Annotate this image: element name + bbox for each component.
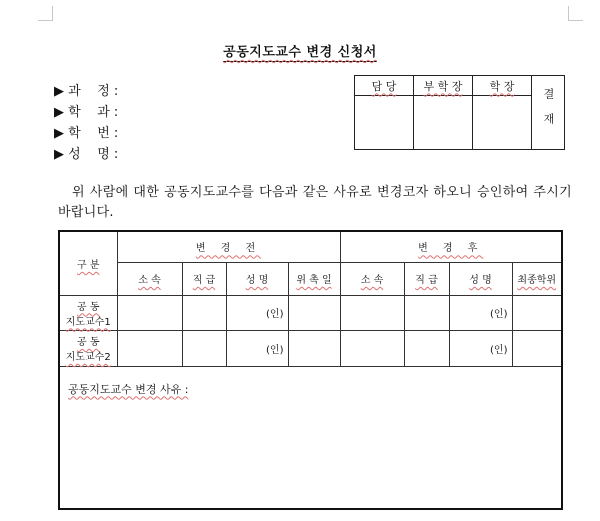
approval-sign-staff[interactable] <box>355 96 414 150</box>
approval-box <box>354 75 565 150</box>
cell-after-final-degree[interactable] <box>512 330 562 366</box>
before-col-name: 성 명 <box>226 262 288 295</box>
request-paragraph: 위 사람에 대한 공동지도교수를 다음과 같은 사유로 변경코자 하오니 승인하여 주시기 바랍니다. <box>58 185 572 220</box>
applicant-info <box>54 81 118 165</box>
approval-header-dean: 학 장 <box>473 76 532 96</box>
change-reason-field[interactable]: 공동지도교수 변경 사유 : <box>59 366 562 509</box>
cell-before-appointment-date[interactable] <box>288 295 340 330</box>
after-col-name: 성 명 <box>449 262 512 295</box>
table-row <box>59 295 562 330</box>
cell-before-appointment-date[interactable] <box>288 330 340 366</box>
info-field-name[interactable]: ▶ 성 명 : <box>54 147 119 162</box>
cell-before-affiliation[interactable] <box>117 330 182 366</box>
cell-after-affiliation[interactable] <box>340 295 404 330</box>
cell-before-rank[interactable] <box>182 330 226 366</box>
before-col-appointment-date: 위 촉 일 <box>288 262 340 295</box>
info-field-department[interactable]: ▶ 학 과 : <box>54 105 119 120</box>
approval-header-staff: 담 당 <box>355 76 414 96</box>
cell-after-name-seal[interactable]: (인) <box>449 295 512 330</box>
after-change-header: 변 경 후 <box>340 231 562 262</box>
before-col-rank: 직 급 <box>182 262 226 295</box>
cell-after-rank[interactable] <box>404 295 449 330</box>
cell-after-name-seal[interactable]: (인) <box>449 330 512 366</box>
info-field-course[interactable]: ▶ 과 정 : <box>54 84 119 99</box>
cell-after-affiliation[interactable] <box>340 330 404 366</box>
before-change-header: 변 경 전 <box>117 231 340 262</box>
page-corner-mark-left <box>38 6 53 21</box>
cell-before-rank[interactable] <box>182 295 226 330</box>
row-label: 공 동 지도교수1 <box>59 295 117 330</box>
approval-sign-dean[interactable] <box>473 96 532 150</box>
cell-before-name-seal[interactable]: (인) <box>226 330 288 366</box>
approval-side-label: 결재 <box>532 76 565 150</box>
document-title: 공동지도교수 변경 신청서 <box>223 45 377 60</box>
after-col-final-degree: 최종학위 <box>512 262 562 295</box>
after-col-affiliation: 소 속 <box>340 262 404 295</box>
table-row <box>59 330 562 366</box>
column-group-label: 구 분 <box>59 231 117 295</box>
page-corner-mark-right <box>568 6 583 21</box>
cell-before-affiliation[interactable] <box>117 295 182 330</box>
before-col-affiliation: 소 속 <box>117 262 182 295</box>
approval-sign-vice-dean[interactable] <box>414 96 473 150</box>
info-field-student-id[interactable]: ▶ 학 번 : <box>54 126 119 141</box>
cell-after-final-degree[interactable] <box>512 295 562 330</box>
change-table <box>58 230 563 510</box>
cell-after-rank[interactable] <box>404 330 449 366</box>
approval-header-vice-dean: 부 학 장 <box>414 76 473 96</box>
row-label: 공 동 지도교수2 <box>59 330 117 366</box>
cell-before-name-seal[interactable]: (인) <box>226 295 288 330</box>
after-col-rank: 직 급 <box>404 262 449 295</box>
